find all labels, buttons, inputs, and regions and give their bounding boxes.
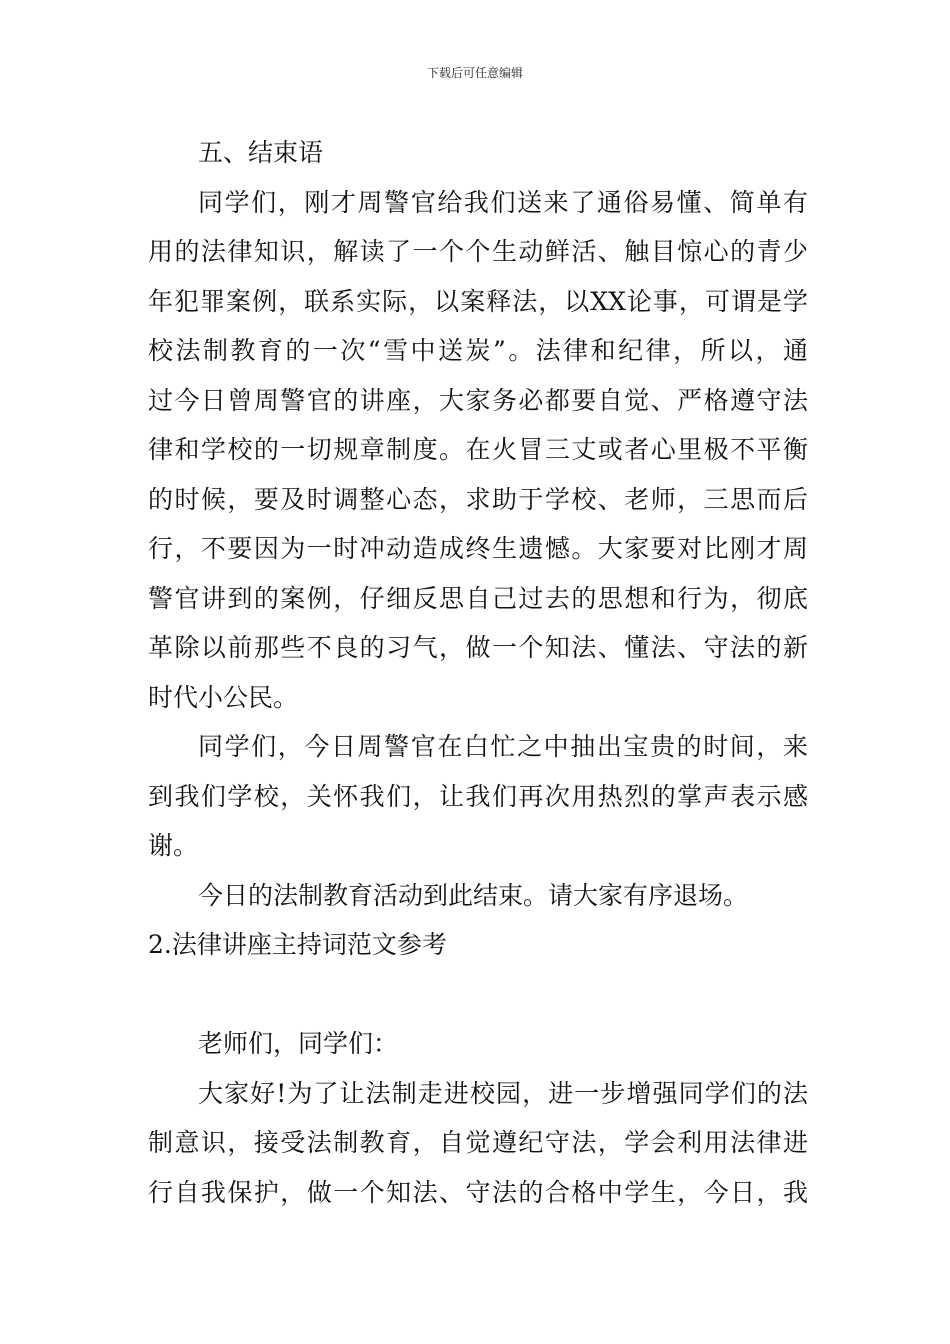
salutation: 老师们，同学们： [198, 1029, 399, 1058]
text-line: 到我们学校，关怀我们，让我们再次用热烈的掌声表示感 [148, 781, 808, 811]
text-line: 时代小公民。 [148, 682, 299, 712]
page-header: 下载后可任意编辑 [426, 66, 523, 80]
text-line: 同学们，今日周警官在白忙之中抽出宝贵的时间，来 [198, 732, 808, 761]
text-line: 谢。 [148, 831, 199, 860]
text-line: 今日的法制教育活动到此结束。请大家有序退场。 [198, 880, 749, 910]
text-line: 行自我保护，做一个知法、守法的合格中学生，今日，我 [148, 1177, 808, 1207]
text-line: 校法制教育的一次“雪中送炭”。法律和纪律，所以，通 [148, 336, 808, 365]
document-body [148, 128, 808, 1217]
section-heading: 五、结束语 [198, 138, 324, 167]
text-line: 的时候，要及时调整心态，求助于学校、老师，三思而后 [148, 484, 808, 514]
text-line: 用的法律知识，解读了一个个生动鲜活、触目惊心的青少 [148, 237, 808, 266]
text-line: 律和学校的一切规章制度。在火冒三丈或者心里极不平衡 [148, 435, 808, 464]
text-line: 同学们，刚才周警官给我们送来了通俗易懂、简单有 [198, 187, 808, 217]
section-heading: 2.法律讲座主持词范文参考 [148, 930, 447, 959]
text-line: 大家好!为了让法制走进校园，进一步增强同学们的法 [198, 1078, 808, 1108]
text-line: 革除以前那些不良的习气，做一个知法、懂法、守法的新 [148, 633, 808, 662]
text-line: 制意识，接受法制教育，自觉遵纪守法，学会利用法律进 [148, 1128, 808, 1157]
text-line: 过今日曾周警官的讲座，大家务必都要自觉、严格遵守法 [148, 385, 808, 415]
text-line: 行，不要因为一时冲动造成终生遗憾。大家要对比刚才周 [148, 534, 808, 563]
text-line: 警官讲到的案例，仔细反思自己过去的思想和行为，彻底 [148, 583, 808, 613]
blank-line [148, 970, 808, 1020]
text-line: 年犯罪案例，联系实际，以案释法，以XX论事，可谓是学 [148, 286, 808, 316]
